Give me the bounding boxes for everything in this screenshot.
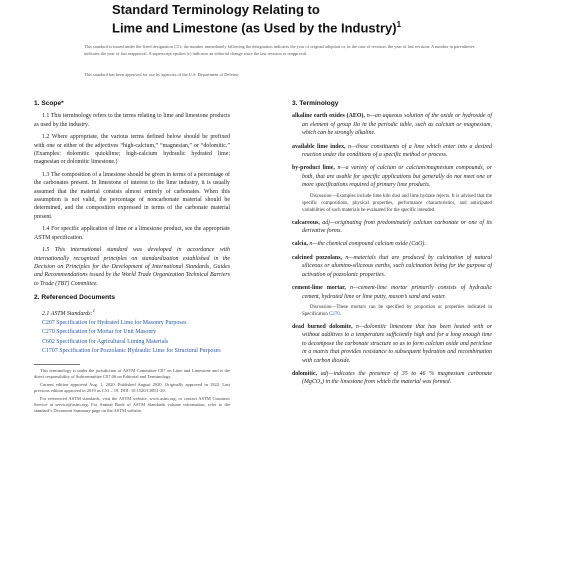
document-title (112, 2, 472, 35)
section-scope-heading: 1. Scope* (34, 100, 64, 107)
term-entry: calcareous, adj—originating from predominately calcium carbonate or one of its derivative forms. (292, 219, 492, 235)
astm-standards-subheading: 2.1 ASTM Standards:$^2$ (42, 307, 95, 317)
reference-link[interactable]: C602 Specification for Agricultural Liming Materials (42, 338, 169, 345)
term-entry: dead burned dolomite, n—dolomitic limestone that has been heated with or without additives to a temperature sufficiently high and for a long enough time to decompose the carbonate structure so as to form calcium oxide and periclase in a matrix that provides resistance to subsequent hydration and recombination with carbon dioxide. (292, 323, 492, 364)
footnote: Current edition approved Aug. 1, 2020. Published August 2020. Originally approved in 1922. Last previous edition approved in 2019 as C51 – 19. DOI: 10.1520/C0051-20. (34, 381, 230, 393)
term-entry: alkaline earth oxides (AEO), n—an aqueous solution of the oxide or hydroxide of an element of group IIa in the periodic table, such as calcium or magnesium, which can be strongly alkaline. (292, 113, 492, 137)
reference-link[interactable]: C270 Specification for Mortar for Unit Masonry (42, 329, 157, 336)
reference-link[interactable]: C207 Specification for Hydrated Lime for Masonry Purposes (42, 319, 187, 326)
dod-approval-note: This standard has been approved for use by agencies of the U.S. Department of Defense. (84, 72, 240, 77)
scope-paragraph: 1.3 The composition of a limestone should be given in terms of a percentage of the carbonates present. In limestone of interest to the lime industry, it is usually assumed that the material consists almost entirely of carbonates. When this assumption is not valid, the percentage of noncarbonate material should be determined, and the composition expressed in terms of the carbonate material present. (34, 171, 230, 220)
term-entry: dolomitic, adj—indicates the presence of 35 to 46 % magnesium carbonate (MgCO₃) in the limestone from which the material was formed. (292, 370, 492, 386)
term-entry: available lime index, n—those constituents of a lime which enter into a desired reaction under the conditions of a specific method or process. (292, 143, 492, 159)
scope-wto-paragraph: 1.5 This international standard was developed in accordance with internationally recognized principles on standardization established in the Decision on Principles for the Development of International Standards, Guides and Recommendations issued by the World Trade Organization Technical Barriers to Trade (TBT) Committee. (34, 247, 230, 287)
reference-link[interactable]: C270 (329, 311, 340, 317)
scope-paragraph: 1.2 Where appropriate, the various terms defined below should be prefixed with one or either of the adjectives “high-calcium,” “magnesian,” or “dolomitic.” (Examples: dolomitic quicklime; high-calcium hydraulic hydrated lime; magnesian or dolomitic limestone.) (34, 134, 230, 166)
title-line-1: Standard Terminology Relating to (112, 2, 320, 17)
footnote: For referenced ASTM standards, visit the ASTM website, www.astm.org, or contact ASTM Customer Service at service@astm.org. For Annual Book of ASTM Standards volume information, refer to the standard’s Document Summary page on the ASTM website. (34, 395, 230, 413)
footnote-divider (34, 364, 80, 365)
title-line-2: Lime and Limestone (as Used by the Industry)$^1$ (112, 20, 402, 36)
title-footnote-marker: 1 (396, 20, 402, 29)
designation-note: This standard is issued under the fixed designation C51; the number immediately following the designation indicates the year of original adoption or, in the case of revision, the year of last revision. A number in parentheses indicates the year of last reapproval. A superscript epsilon (ε) indicates an editorial change since the last revision or reapproval. (84, 44, 475, 56)
section-referenced-heading: 2. Referenced Documents (34, 294, 115, 302)
footnote: This terminology is under the jurisdiction of ASTM Committee C07 on Lime and Limestone and is the direct responsibility of Subcommittee C07.06 on Editorial and Terminology. (34, 367, 230, 379)
section-terminology-heading: 3. Terminology (292, 100, 339, 107)
term-entry: cement-lime mortar, n—cement-lime mortar primarily consists of hydraulic cement, hydrated lime or lime putty, mason’s sand and water. (292, 285, 492, 300)
scope-paragraph: 1.4 For specific application of lime or a limestone product, see the appropriate ASTM specification. (34, 226, 230, 241)
right-column (292, 100, 492, 392)
scope-paragraph: 1.1 This terminology refers to the terms relating to lime and limestone products as used by the industry. (34, 113, 230, 128)
reference-link[interactable]: C1707 Specification for Pozzolanic Hydraulic Lime for Structural Purposes (42, 348, 221, 355)
term-entry: calcined pozzolans, n—materials that are produced by calcination of natural siliceous or alumino-siliceous earths, such calcination being for the purpose of activation of pozzolanic properties. (292, 254, 492, 278)
term-discussion: Discussion—Examples include lime kiln dust and lime hydrate rejects. It is advised that the specific compositions, physical properties, performance characteristics, and anticipated variabilities of such materials be evaluated for the specific intended. (302, 193, 492, 213)
term-entry: calcia, n—the chemical compound calcium oxide (CaO). (292, 241, 426, 248)
term-entry: by-product lime, n—a variety of calcium or calcium/magnesium compounds, or both, that are usable for specific applications but generally do not meet one or more specifications required of primary lime products. (292, 165, 493, 189)
left-column (34, 100, 230, 416)
term-discussion: Discussion—These mortars can be specified by proportion or properties indicated in Specification C270. (302, 304, 492, 317)
